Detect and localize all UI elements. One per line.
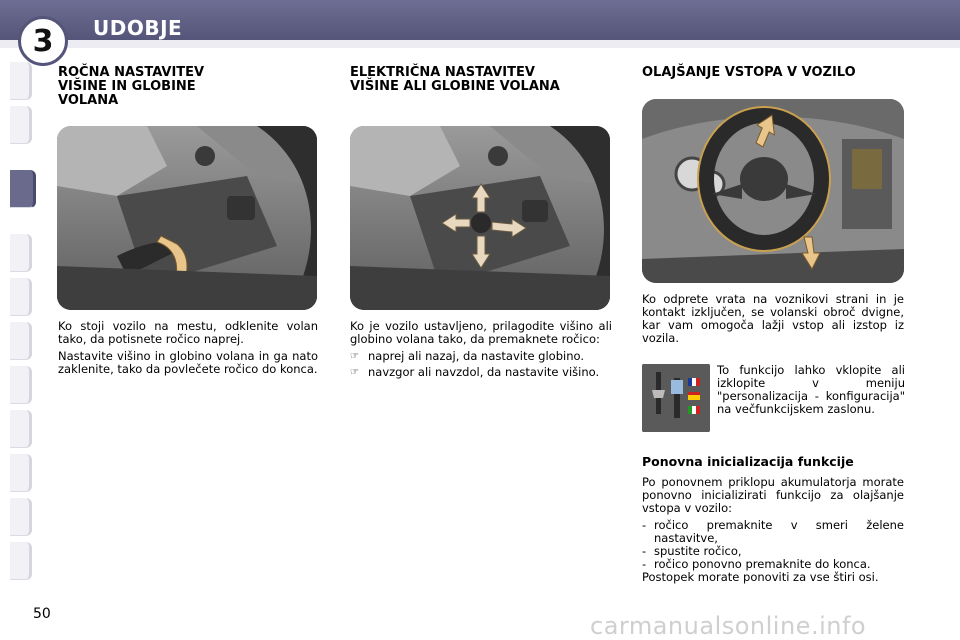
electric-adjust-title: ELEKTRIČNA NASTAVITEV VIŠINE ALI GLOBINE VOLANA (350, 65, 560, 94)
list-item: - ročico premaknite v smeri želene nastavitve, (642, 518, 904, 545)
electric-bullet-2: ☞ navzgor ali navzdol, da nastavite višino. (350, 365, 600, 379)
side-tab-3-active[interactable] (10, 170, 36, 208)
easy-entry-text: Ko odprete vrata na voznikovi strani in je kontakt izključen, se volanski obroč dvigne, kar vam omogoča lažji vstop ali izstop iz vozila. (642, 292, 904, 345)
list-item: - spustite ročico, (642, 544, 742, 558)
electric-adjust-intro: Ko je vozilo ustavljeno, prilagodite višino ali globino volana tako, da premaknete ročico: (350, 319, 612, 346)
easy-entry-note: To funkcijo lahko vklopite ali izklopite v meniju "personalizacija - konfiguracija" na večfunkcijskem zaslonu. (717, 363, 905, 416)
electric-bullet-1: ☞ naprej ali nazaj, da nastavite globino. (350, 349, 584, 363)
steering-wheel-photo (642, 99, 904, 283)
pointing-hand-icon: ☞ (350, 351, 359, 362)
header-underline-band (0, 40, 960, 48)
manual-adjust-para-1: Ko stoji vozilo na mestu, odklenite volan tako, da potisnete ročico naprej. (58, 319, 318, 346)
reinit-steps-list (642, 519, 904, 571)
manual-adjust-para-2: Nastavite višino in globino volana in ga nato zaklenite, tako da povlečete ročico do konca. (58, 349, 318, 376)
reinit-subheading: Ponovna inicializacija funkcije (642, 454, 854, 469)
pointing-hand-icon: ☞ (350, 367, 359, 378)
side-tab-7[interactable] (10, 366, 32, 404)
page-number: 50 (33, 606, 51, 622)
manual-adjust-text (58, 320, 318, 380)
multifunction-display-icon (642, 364, 710, 432)
reinit-closing: Postopek morate ponoviti za vse štiri osi. (642, 570, 879, 584)
electric-joystick-photo (350, 126, 610, 310)
chapter-title: UDOBJE (93, 16, 183, 40)
electric-adjust-text (350, 320, 612, 379)
side-tab-10[interactable] (10, 498, 32, 536)
side-tab-8[interactable] (10, 410, 32, 448)
side-tab-6[interactable] (10, 322, 32, 360)
side-tab-9[interactable] (10, 454, 32, 492)
side-tab-5[interactable] (10, 278, 32, 316)
manual-lever-photo (57, 126, 317, 310)
easy-entry-title: OLAJŠANJE VSTOPA V VOZILO (642, 65, 856, 80)
side-tab-4[interactable] (10, 234, 32, 272)
side-tab-11[interactable] (10, 542, 32, 580)
watermark-text: carmanualsonline.info (590, 612, 867, 640)
chapter-side-tabs (10, 62, 32, 574)
side-tab-2[interactable] (10, 106, 32, 144)
manual-adjust-title: ROČNA NASTAVITEV VIŠINE IN GLOBINE VOLANA (58, 65, 205, 108)
chapter-number-badge: 3 (18, 16, 68, 66)
reinit-para: Po ponovnem priklopu akumulatorja morate ponovno inicializirati funkcijo za olajšanje vstopa v vozilo: (642, 475, 904, 515)
list-item: - ročico ponovno premaknite do konca. (642, 557, 871, 571)
side-tab-1[interactable] (10, 62, 32, 100)
reinit-text (642, 476, 904, 588)
